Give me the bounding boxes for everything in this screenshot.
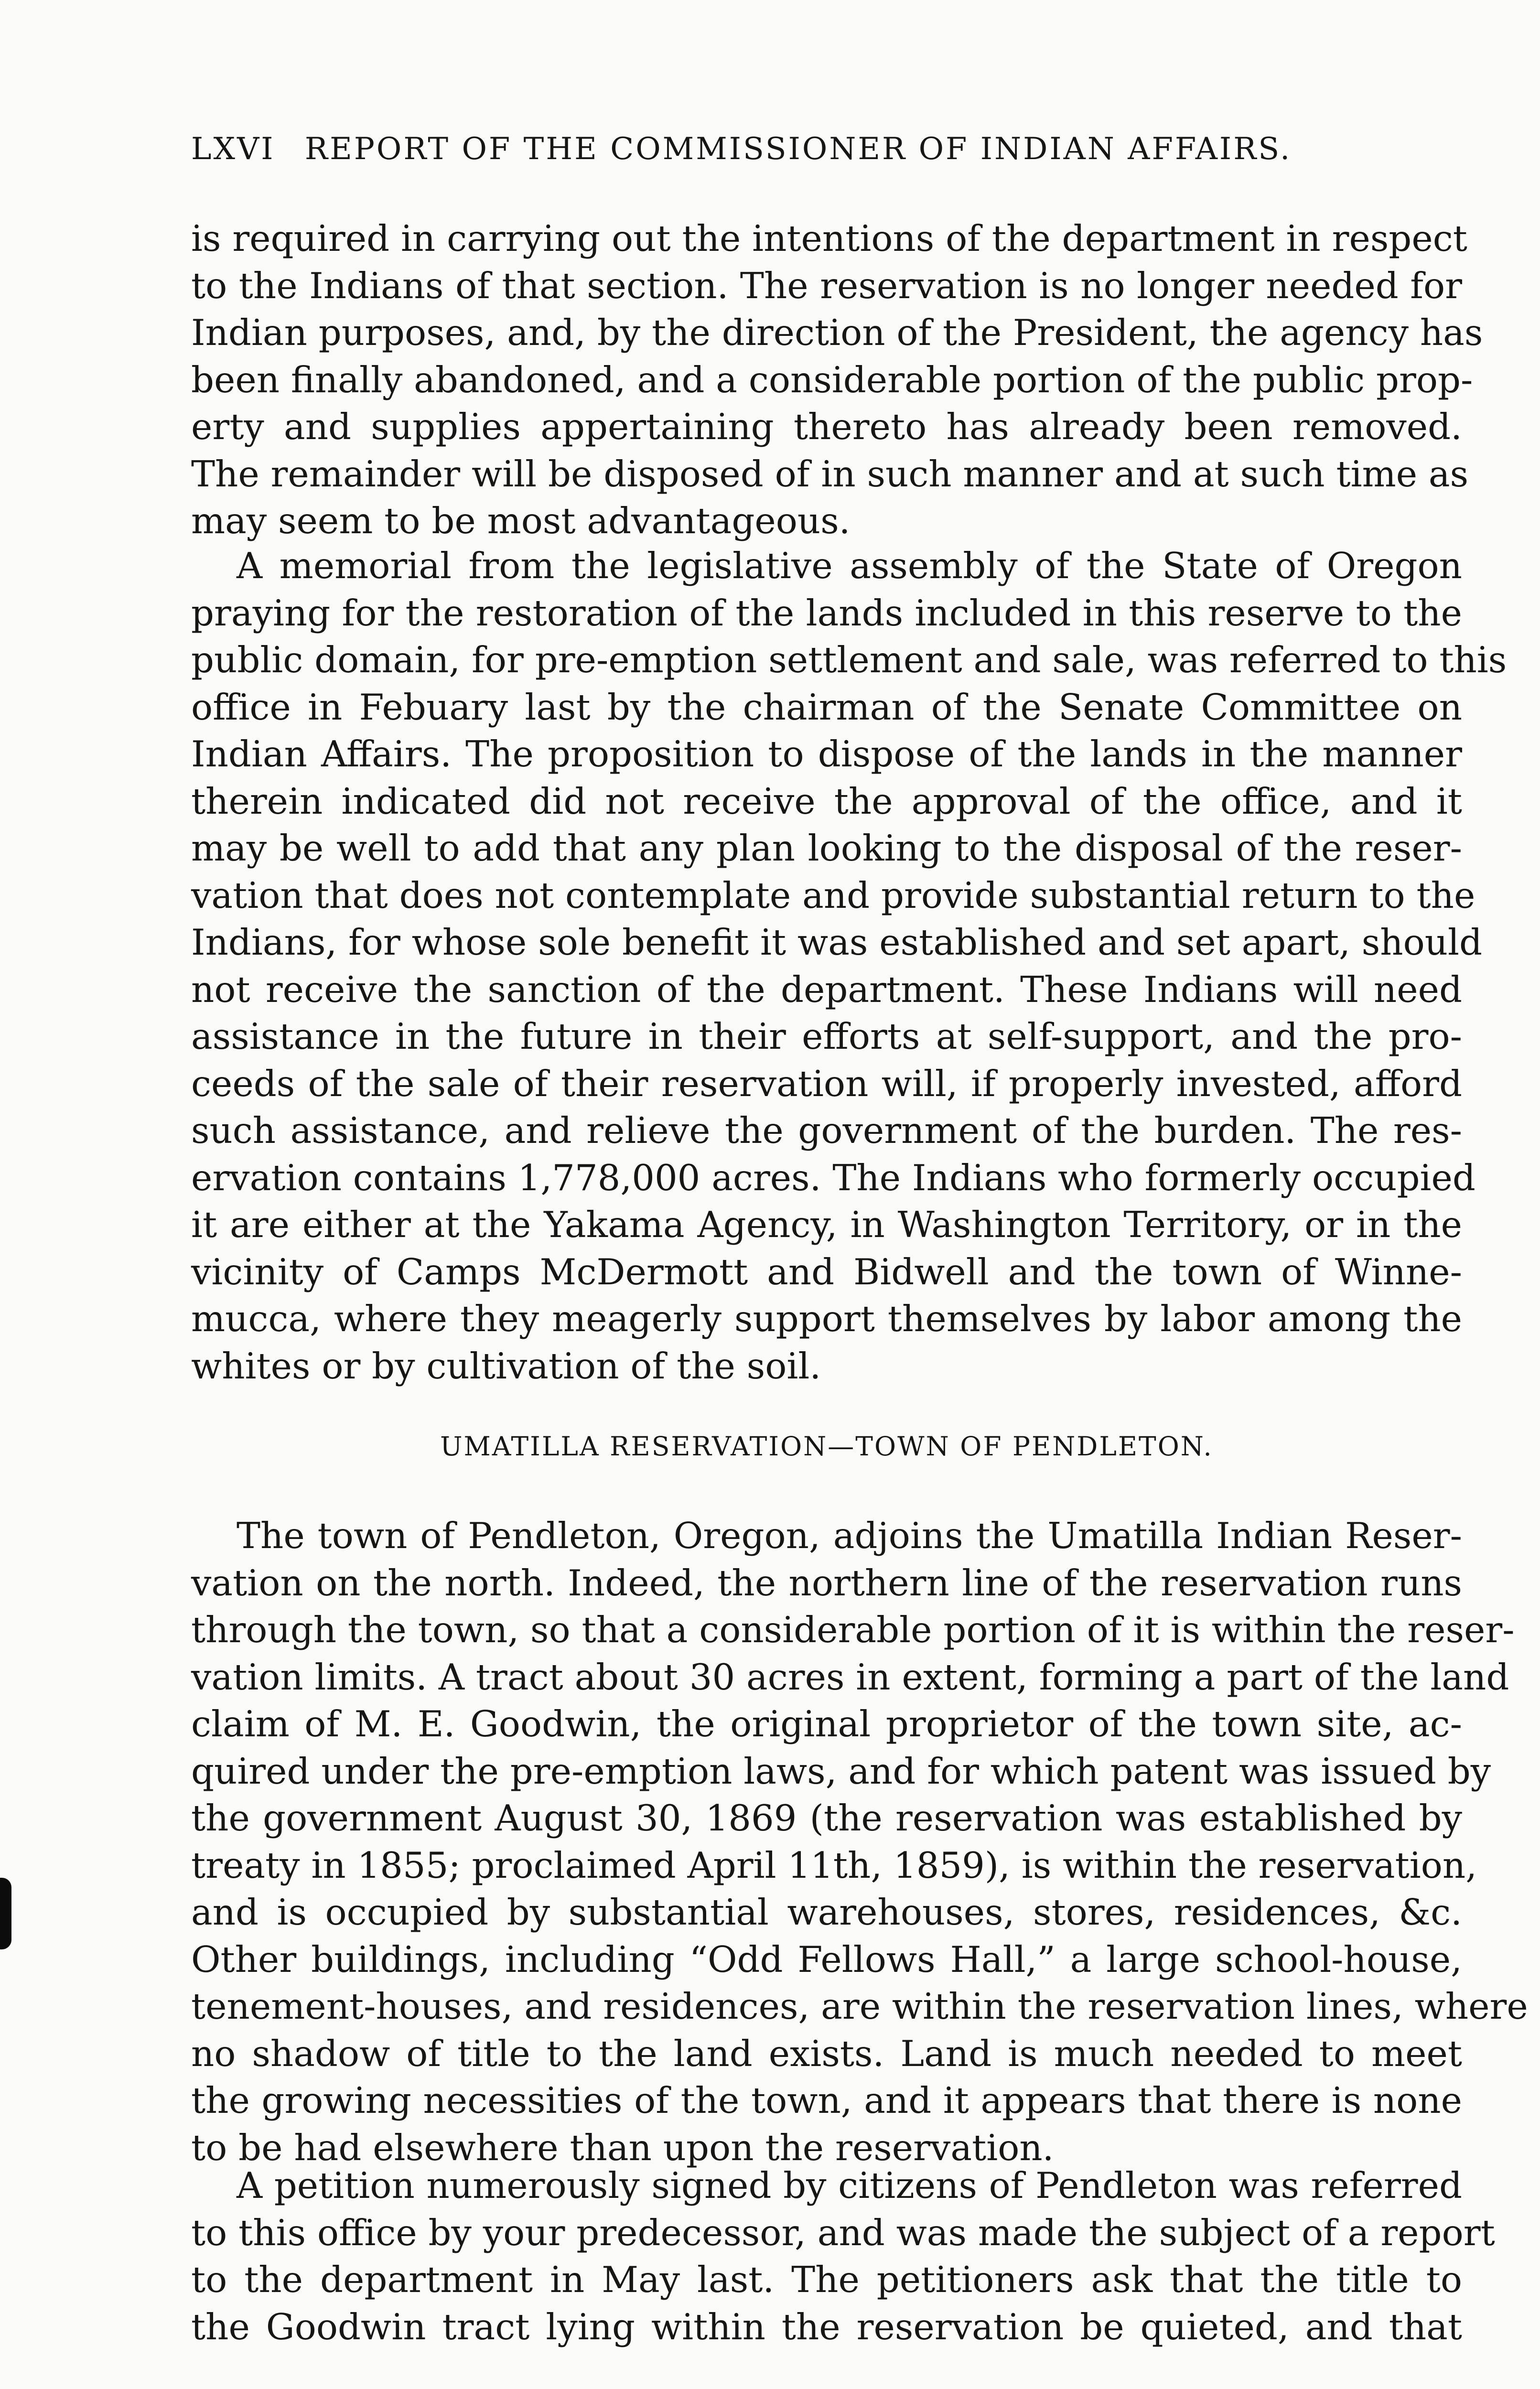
- text-line: assistance in the future in their efforts at self-support, and the pro-: [191, 1015, 1462, 1057]
- text-line: vation that does not contemplate and provide substantial return to the: [191, 874, 1475, 916]
- text-line: erty and supplies appertaining thereto has already been removed.: [191, 406, 1462, 448]
- text-line: whites or by cultivation of the soil.: [191, 1345, 821, 1387]
- text-line: such assistance, and relieve the government of the burden. The res-: [191, 1109, 1462, 1151]
- text-line: it are either at the Yakama Agency, in Washington Territory, or in the: [191, 1204, 1462, 1246]
- text-line: A petition numerously signed by citizens of Pendleton was referred: [237, 2164, 1462, 2206]
- scan-edge-mark: [0, 1878, 11, 1949]
- text-line: not receive the sanction of the department. These Indians will need: [191, 968, 1462, 1011]
- section-heading: UMATILLA RESERVATION—TOWN OF PENDLETON.: [440, 1431, 1213, 1462]
- text-line: Indian purposes, and, by the direction of the President, the agency has: [191, 312, 1483, 354]
- text-line: The remainder will be disposed of in such manner and at such time as: [191, 452, 1469, 495]
- text-line: to this office by your predecessor, and was made the subject of a report: [191, 2211, 1495, 2254]
- text-line: office in Febuary last by the chairman of the Senate Committee on: [191, 686, 1462, 728]
- running-head: [191, 131, 1357, 167]
- text-line: no shadow of title to the land exists. Land is much needed to meet: [191, 2032, 1462, 2075]
- text-line: vation limits. A tract about 30 acres in extent, forming a part of the land: [191, 1656, 1509, 1698]
- page-folio: LXVI: [191, 131, 275, 167]
- text-line: The town of Pendleton, Oregon, adjoins the Umatilla Indian Reser-: [237, 1515, 1462, 1557]
- text-line: vation on the north. Indeed, the northern line of the reservation runs: [191, 1561, 1462, 1604]
- paragraph-3: [191, 1512, 1528, 2171]
- paragraph-2: [191, 542, 1507, 1389]
- text-line: public domain, for pre-emption settlement and sale, was referred to this: [191, 639, 1507, 681]
- text-line: been finally abandoned, and a considerable portion of the public prop-: [191, 358, 1473, 401]
- text-line: A memorial from the legislative assembly of the State of Oregon: [237, 545, 1462, 587]
- text-line: ceeds of the sale of their reservation will, if properly invested, afford: [191, 1062, 1462, 1105]
- text-line: Indian Affairs. The proposition to dispose of the lands in the manner: [191, 733, 1462, 775]
- paragraph-1: [191, 215, 1483, 545]
- paragraph-4: [191, 2162, 1495, 2350]
- text-line: claim of M. E. Goodwin, the original proprietor of the town site, ac-: [191, 1703, 1462, 1745]
- text-line: is required in carrying out the intentions of the department in respect: [191, 217, 1467, 259]
- text-line: may seem to be most advantageous.: [191, 500, 851, 542]
- text-line: the government August 30, 1869 (the reservation was established by: [191, 1797, 1462, 1839]
- text-line: to be had elsewhere than upon the reservation.: [191, 2126, 1054, 2169]
- running-title: REPORT OF THE COMMISSIONER OF INDIAN AFFAIRS.: [304, 131, 1292, 167]
- text-line: the Goodwin tract lying within the reservation be quieted, and that: [191, 2305, 1462, 2348]
- text-line: Indians, for whose sole benefit it was established and set apart, should: [191, 921, 1483, 963]
- text-line: vicinity of Camps McDermott and Bidwell and the town of Winne-: [191, 1250, 1462, 1293]
- text-line: may be well to add that any plan looking to the disposal of the reser-: [191, 827, 1462, 869]
- text-line: through the town, so that a considerable portion of it is within the reser-: [191, 1609, 1515, 1651]
- text-line: and is occupied by substantial warehouses, stores, residences, &c.: [191, 1891, 1462, 1933]
- text-line: Other buildings, including “Odd Fellows Hall,” a large school-house,: [191, 1938, 1462, 1980]
- text-line: quired under the pre-emption laws, and for which patent was issued by: [191, 1750, 1491, 1792]
- text-line: the growing necessities of the town, and it appears that there is none: [191, 2079, 1462, 2121]
- text-line: mucca, where they meagerly support themselves by labor among the: [191, 1298, 1462, 1340]
- text-line: praying for the restoration of the lands included in this reserve to the: [191, 592, 1462, 634]
- text-line: to the Indians of that section. The reservation is no longer needed for: [191, 264, 1462, 307]
- text-line: to the department in May last. The petitioners ask that the title to: [191, 2259, 1462, 2301]
- text-line: therein indicated did not receive the approval of the office, and it: [191, 780, 1462, 822]
- text-line: treaty in 1855; proclaimed April 11th, 1859), is within the reservation,: [191, 1844, 1477, 1886]
- text-line: tenement-houses, and residences, are within the reservation lines, where: [191, 1985, 1528, 2027]
- text-line: ervation contains 1,778,000 acres. The Indians who formerly occupied: [191, 1156, 1475, 1199]
